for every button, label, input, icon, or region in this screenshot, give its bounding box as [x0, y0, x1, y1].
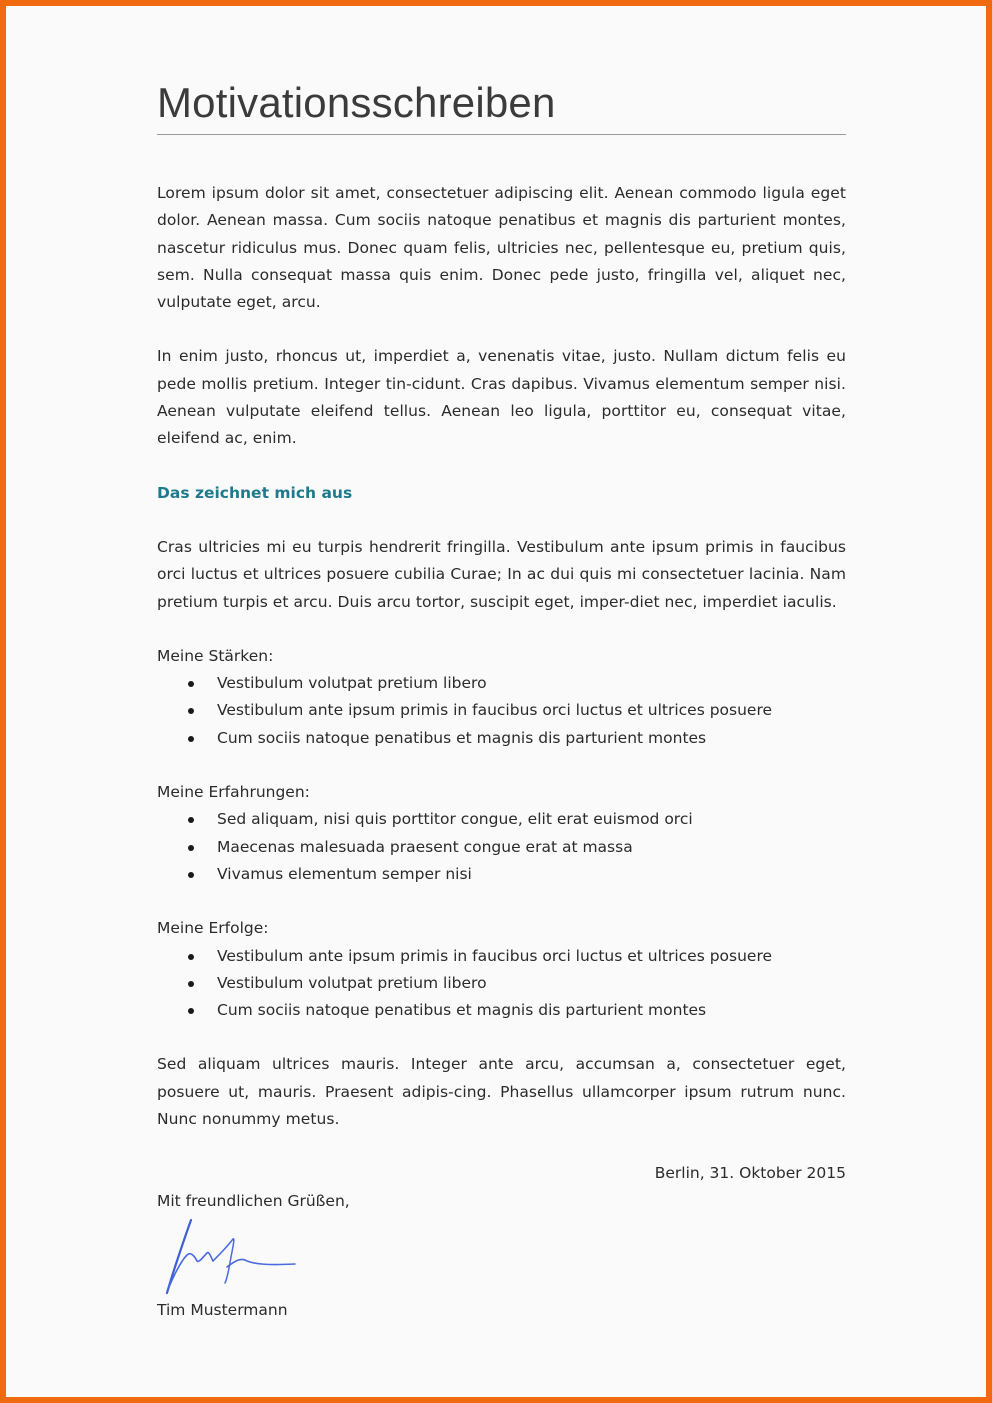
letter-page — [157, 76, 846, 1324]
place-date: Berlin, 31. Oktober 2015 — [654, 1164, 846, 1183]
list-item: Cum sociis natoque penatibus et magnis dis parturient montes — [157, 997, 846, 1024]
bullet-icon — [188, 681, 194, 687]
signer-name: Tim Mustermann — [157, 1300, 288, 1319]
bullet-list — [157, 806, 846, 888]
signature-icon — [161, 1217, 301, 1297]
list-item: Vestibulum volutpat pretium libero — [157, 670, 846, 697]
signature — [157, 1215, 307, 1297]
final-paragraph: Sed aliquam ultrices mauris. Integer ante arcu, accumsan a, consectetuer eget, posuere ut, mauris. Praesent adipis-cing. Phasellus ullamcorper ipsum rutrum nunc. Nunc nonummy metus. — [157, 1055, 846, 1129]
section-heading: Das zeichnet mich aus — [157, 483, 353, 502]
intro-paragraph: Lorem ipsum dolor sit amet, consectetuer adipiscing elit. Aenean commodo ligula eget dolor. Aenean massa. Cum sociis natoque penatibus et magnis dis parturient montes, nascetur ridiculus mus. Donec quam felis, ultricies nec, pellentesque eu, pretium quis, sem. Nulla consequat massa quis enim. Donec pede justo, fringilla vel, aliquet nec, vulputate eget, arcu. — [157, 184, 846, 312]
second-paragraph: In enim justo, rhoncus ut, imperdiet a, venenatis vitae, justo. Nullam dictum felis eu pede mollis pretium. Integer tin-cidunt. Cras dapibus. Vivamus elementum semper nisi. Aenean vulputate eleifend tellus. Aenean leo ligula, porttitor eu, consequat vitae, eleifend ac, enim. — [157, 347, 846, 448]
bullet-icon — [188, 708, 194, 714]
list-item: Cum sociis natoque penatibus et magnis dis parturient montes — [157, 725, 846, 752]
bullet-icon — [188, 736, 194, 742]
list-item: Vivamus elementum semper nisi — [157, 861, 846, 888]
group-label: Meine Erfolge: — [157, 919, 269, 938]
group-label: Meine Stärken: — [157, 646, 274, 665]
achievements-group — [157, 915, 846, 1024]
section-paragraph: Cras ultricies mi eu turpis hendrerit fringilla. Vestibulum ante ipsum primis in faucibus orci luctus et ultrices posuere cubilia Curae; In ac dui quis mi consectetuer lacinia. Nam pretium turpis et arcu. Duis arcu tortor, suscipit eget, imper-diet nec, imperdiet iaculis. — [157, 537, 846, 611]
list-item: Vestibulum volutpat pretium libero — [157, 970, 846, 997]
list-item: Sed aliquam, nisi quis porttitor congue, elit erat euismod orci — [157, 806, 846, 833]
strengths-group — [157, 643, 846, 752]
list-item: Maecenas malesuada praesent congue erat at massa — [157, 834, 846, 861]
bullet-icon — [188, 845, 194, 851]
bullet-list — [157, 943, 846, 1025]
group-label: Meine Erfahrungen: — [157, 783, 310, 802]
experience-group — [157, 779, 846, 888]
list-item: Vestibulum ante ipsum primis in faucibus orci luctus et ultrices posuere — [157, 697, 846, 724]
bullet-list — [157, 670, 846, 752]
bullet-icon — [188, 872, 194, 878]
bullet-icon — [188, 817, 194, 823]
bullet-icon — [188, 1008, 194, 1014]
bullet-icon — [188, 981, 194, 987]
document-title: Motivationsschreiben — [157, 79, 556, 126]
title-underline — [157, 134, 846, 135]
closing-phrase: Mit freundlichen Grüßen, — [157, 1191, 350, 1210]
list-item: Vestibulum ante ipsum primis in faucibus orci luctus et ultrices posuere — [157, 943, 846, 970]
bullet-icon — [188, 954, 194, 960]
